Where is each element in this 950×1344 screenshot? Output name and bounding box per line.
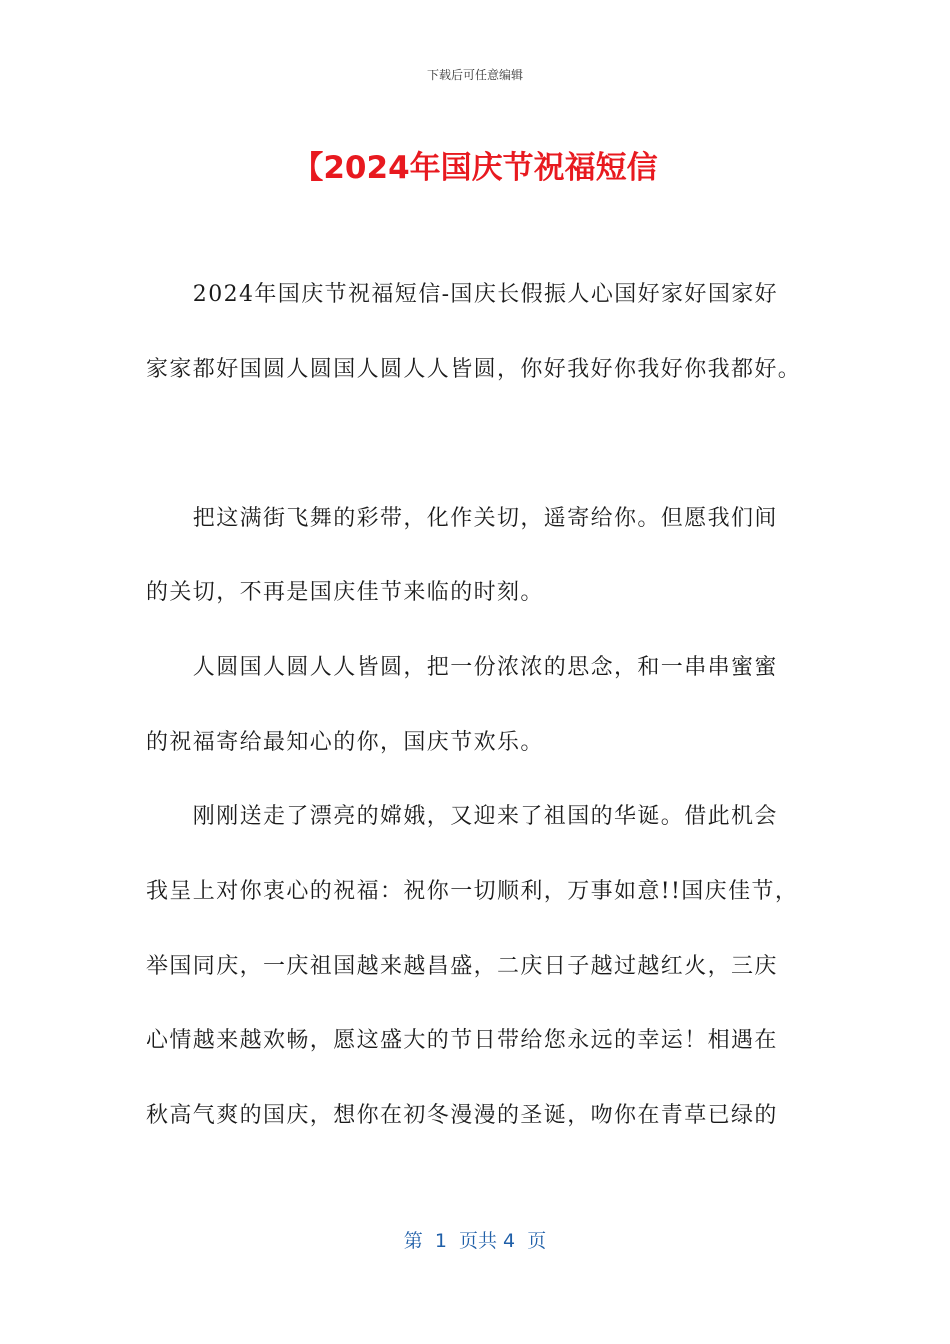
paragraph-line-9: 举国同庆，一庆祖国越来越昌盛，二庆日子越过越红火，三庆: [146, 954, 778, 979]
page-footer: 第 1 页共 4 页: [403, 1230, 547, 1252]
document-title: 【2024年国庆节祝福短信: [292, 150, 658, 186]
paragraph-line-3: 把这满街飞舞的彩带，化作关切，遥寄给你。但愿我们间: [146, 506, 778, 531]
paragraph-line-5: 人圆国人圆人人皆圆，把一份浓浓的思念，和一串串蜜蜜: [146, 655, 778, 680]
paragraph-line-10: 心情越来越欢畅，愿这盛大的节日带给您永远的幸运！相遇在: [146, 1028, 778, 1053]
paragraph-line-6: 的祝福寄给最知心的你，国庆节欢乐。: [146, 730, 544, 755]
paragraph-line-2: 家家都好国圆人圆国人圆人人皆圆，你好我好你我好你我都好。: [146, 357, 802, 382]
paragraph-line-8: 我呈上对你衷心的祝福：祝你一切顺利，万事如意!!国庆佳节，: [146, 879, 799, 904]
paragraph-line-1: 2024年国庆节祝福短信-国庆长假振人心国好家好国家好: [146, 282, 779, 307]
header-note: 下载后可任意编辑: [426, 68, 523, 82]
paragraph-line-7: 刚刚送走了漂亮的嫦娥，又迎来了祖国的华诞。借此机会: [146, 804, 778, 829]
paragraph-line-4: 的关切，不再是国庆佳节来临的时刻。: [146, 580, 544, 605]
paragraph-line-11: 秋高气爽的国庆，想你在初冬漫漫的圣诞，吻你在青草已绿的: [146, 1103, 778, 1128]
